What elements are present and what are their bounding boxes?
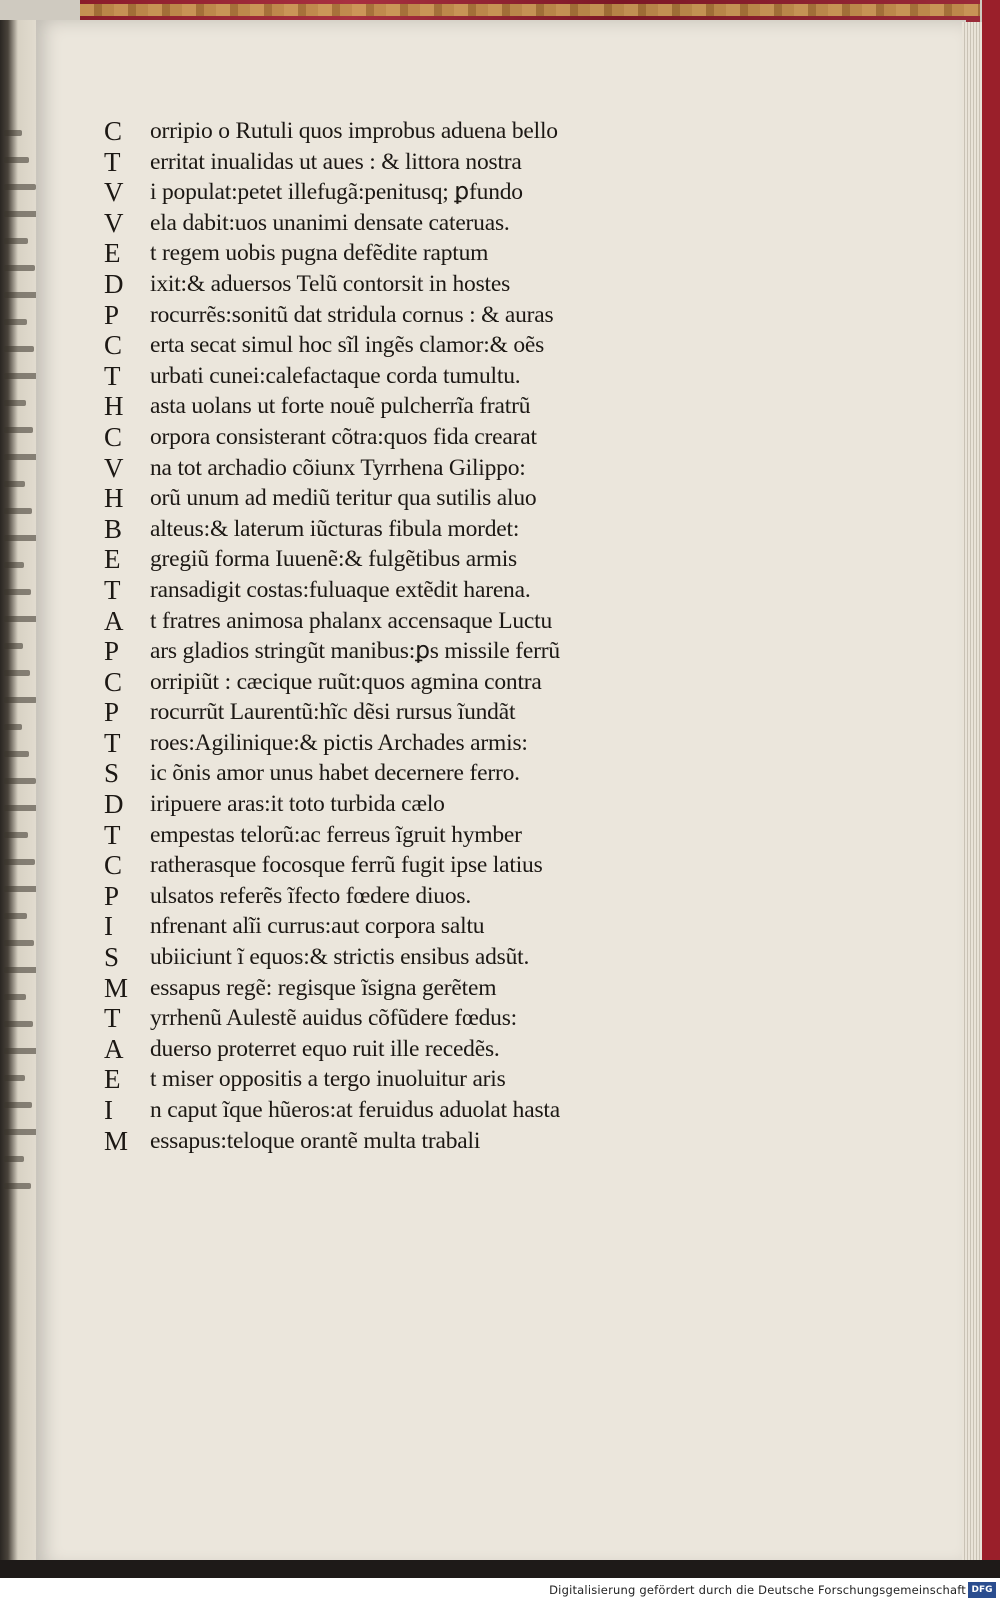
text-line	[104, 300, 644, 331]
line-text: ars gladios stringũt manibus:ꝑs missile ferrũ	[150, 638, 560, 665]
line-initial: C	[104, 421, 122, 452]
text-block	[104, 116, 644, 1156]
line-text: ransadigit costas:fuluaque extẽdit harena.	[150, 576, 531, 603]
facing-page-ink	[4, 319, 27, 325]
gilt-ornament	[80, 4, 980, 16]
line-text: iripuere aras:it toto turbida cælo	[150, 791, 445, 818]
line-text: asta uolans ut forte nouẽ pulcherrĩa fratrũ	[150, 393, 531, 420]
facing-page-ink	[4, 859, 35, 865]
facing-page-ink	[4, 1156, 24, 1162]
text-line	[104, 606, 644, 637]
text-line	[104, 177, 644, 208]
text-line	[104, 850, 644, 881]
text-line	[104, 789, 644, 820]
line-initial: M	[104, 1125, 128, 1156]
line-text: t miser oppositis a tergo inuoluitur aris	[150, 1066, 506, 1093]
line-text: ratherasque focosque ferrũ fugit ipse latius	[150, 852, 543, 879]
line-text: ela dabit:uos unanimi densate cateruas.	[150, 209, 510, 236]
facing-page-ink	[4, 1075, 25, 1081]
text-line	[104, 697, 644, 728]
line-initial: P	[104, 299, 119, 330]
line-initial: T	[104, 727, 121, 758]
line-text: orũ unum ad mediũ teritur qua sutilis aluo	[150, 485, 537, 512]
facing-page-ink	[4, 346, 34, 352]
line-text: essapus:teloque orantẽ multa trabali	[150, 1127, 481, 1154]
line-initial: P	[104, 636, 119, 667]
text-line	[104, 361, 644, 392]
text-line	[104, 116, 644, 147]
facing-page-ink	[4, 130, 22, 136]
text-line	[104, 1095, 644, 1126]
dfg-logo: DFG	[968, 1582, 996, 1598]
facing-page-ink	[4, 751, 29, 757]
facing-page-ink	[4, 265, 35, 271]
line-text: t fratres animosa phalanx accensaque Luctu	[150, 607, 553, 634]
line-initial: S	[104, 942, 119, 973]
line-text: duerso proterret equo ruit ille recedẽs.	[150, 1035, 500, 1062]
text-line	[104, 820, 644, 851]
text-line	[104, 422, 644, 453]
text-line	[104, 483, 644, 514]
binding-right	[982, 0, 1000, 1578]
line-text: rocurrũt Laurentũ:hĩc dẽsi rursus ĩundãt	[150, 699, 516, 726]
line-text: urbati cunei:calefactaque corda tumultu.	[150, 362, 521, 389]
bottom-shadow	[0, 1560, 1000, 1578]
text-line	[104, 728, 644, 759]
line-text: erta secat simul hoc sĩl ingẽs clamor:& oẽs	[150, 332, 545, 359]
text-line	[104, 911, 644, 942]
text-line	[104, 238, 644, 269]
funding-notice: Digitalisierung gefördert durch die Deutsche Forschungsgemeinschaft	[549, 1583, 966, 1597]
text-line	[104, 544, 644, 575]
line-text: orripiũt : cæcique ruũt:quos agmina contra	[150, 668, 542, 695]
line-initial: C	[104, 330, 122, 361]
page-stack-edge	[962, 22, 982, 1570]
line-initial: E	[104, 544, 121, 575]
facing-page-ink	[4, 184, 36, 190]
text-line	[104, 1064, 644, 1095]
facing-page-ink	[4, 400, 26, 406]
line-initial: H	[104, 483, 124, 514]
facing-page-ink	[4, 157, 29, 163]
line-initial: E	[104, 238, 121, 269]
line-text: ixit:& aduersos Telũ contorsit in hostes	[150, 270, 511, 297]
facing-page-ink	[4, 589, 31, 595]
line-initial: A	[104, 1033, 124, 1064]
line-text: orpora consisterant cõtra:quos fida crearat	[150, 423, 537, 450]
line-initial: P	[104, 697, 119, 728]
text-line	[104, 208, 644, 239]
line-initial: V	[104, 207, 124, 238]
line-text: essapus regẽ: regisque ĩsigna gerẽtem	[150, 974, 497, 1001]
facing-page-ink	[4, 940, 34, 946]
facing-page-ink	[4, 778, 36, 784]
text-line	[104, 973, 644, 1004]
text-line	[104, 453, 644, 484]
facing-page-ink	[4, 724, 22, 730]
line-text: ulsatos referẽs ĩfecto fœdere diuos.	[150, 882, 472, 909]
facing-page-ink	[4, 238, 28, 244]
text-line	[104, 667, 644, 698]
line-text: yrrhenũ Aulestẽ auidus cõfũdere fœdus:	[150, 1005, 517, 1032]
text-line	[104, 881, 644, 912]
facing-page-ink	[4, 454, 40, 460]
line-initial: C	[104, 116, 122, 146]
facing-page-ink	[4, 994, 26, 1000]
facing-page-ink	[4, 1183, 31, 1189]
text-line	[104, 147, 644, 178]
facing-page-ink	[4, 670, 30, 676]
text-line	[104, 514, 644, 545]
line-initial: I	[104, 911, 113, 942]
text-line	[104, 1034, 644, 1065]
line-initial: P	[104, 880, 119, 911]
line-initial: C	[104, 850, 122, 881]
line-text: n caput ĩque hũeros:at feruidus aduolat hasta	[150, 1097, 560, 1123]
line-initial: D	[104, 789, 124, 820]
facing-page-ink	[4, 427, 33, 433]
line-text: empestas telorũ:ac ferreus ĩgruit hymber	[150, 821, 522, 848]
facing-page-ink	[4, 1021, 33, 1027]
line-text: nfrenant alĩi currus:aut corpora saltu	[150, 913, 485, 940]
line-text: gregiũ forma Iuuenẽ:& fulgẽtibus armis	[150, 546, 517, 573]
line-text: orripio o Rutuli quos improbus aduena bello	[150, 118, 558, 144]
line-initial: T	[104, 1003, 121, 1034]
line-initial: C	[104, 666, 122, 697]
line-initial: T	[104, 819, 121, 850]
text-line	[104, 330, 644, 361]
facing-page-ink	[4, 1129, 39, 1135]
line-initial: T	[104, 360, 121, 391]
line-initial: I	[104, 1095, 113, 1125]
facing-page-ink	[4, 913, 27, 919]
facing-page-ink	[4, 508, 32, 514]
facing-page-ink	[4, 562, 24, 568]
text-line	[104, 575, 644, 606]
line-text: alteus:& laterum iũcturas fibula mordet:	[150, 515, 520, 542]
line-initial: S	[104, 758, 119, 789]
line-initial: T	[104, 574, 121, 605]
line-text: ubiiciunt ĩ equos:& strictis ensibus adsũt.	[150, 944, 530, 971]
line-initial: M	[104, 972, 128, 1003]
line-initial: T	[104, 146, 121, 177]
facing-page-ink	[4, 535, 39, 541]
facing-page-ink	[4, 832, 28, 838]
line-initial: V	[104, 452, 124, 483]
line-text: ic õnis amor unus habet decernere ferro.	[150, 760, 520, 787]
text-line	[104, 269, 644, 300]
facing-page-ink	[4, 1102, 32, 1108]
line-initial: D	[104, 268, 124, 299]
text-line	[104, 942, 644, 973]
line-initial: A	[104, 605, 124, 636]
line-initial: H	[104, 391, 124, 422]
line-text: roes:Agilinique:& pictis Archades armis:	[150, 729, 528, 756]
text-line	[104, 1003, 644, 1034]
text-line	[104, 391, 644, 422]
line-text: na tot archadio cõiunx Tyrrhena Gilippo:	[150, 454, 526, 481]
text-line	[104, 1126, 644, 1157]
facing-page-ink	[4, 616, 38, 622]
facing-page-ink	[4, 1048, 40, 1054]
facing-page-ink	[4, 697, 37, 703]
line-text: i populat:petet illefugã:penitusq; ꝑfundo	[150, 179, 523, 206]
footer-bar	[0, 1578, 1000, 1604]
facing-page-ink	[4, 481, 25, 487]
line-initial: B	[104, 513, 122, 544]
facing-page-ink	[4, 643, 23, 649]
line-text: rocurrẽs:sonitũ dat stridula cornus : & auras	[150, 301, 554, 328]
line-text: t regem uobis pugna defẽdite raptum	[150, 240, 489, 267]
line-initial: E	[104, 1064, 121, 1095]
line-initial: V	[104, 177, 124, 208]
text-line	[104, 758, 644, 789]
text-line	[104, 636, 644, 667]
line-text: erritat inualidas ut aues : & littora nostra	[150, 148, 522, 175]
